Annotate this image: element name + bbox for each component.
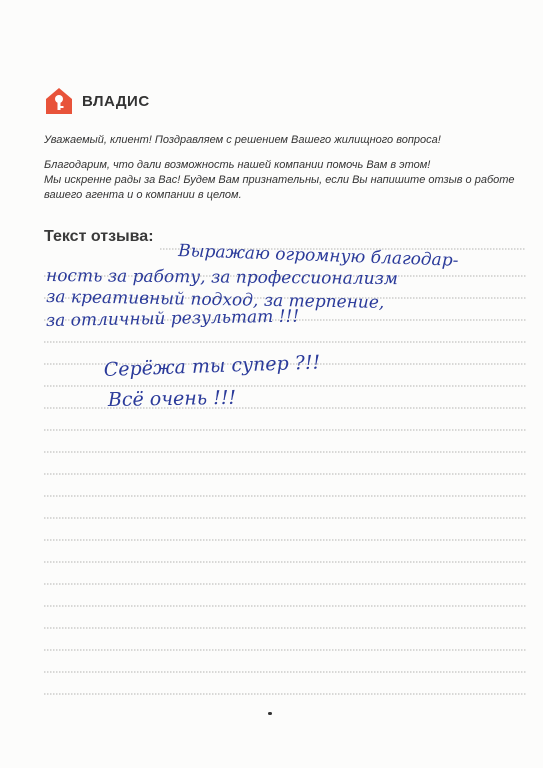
handwritten-line-3: за креативный подход, за терпение, xyxy=(45,287,385,313)
request-line-3: вашего агента и о компании в целом. xyxy=(44,189,242,201)
greeting-line: Уважаемый, клиент! Поздравляем с решением Вашего жилищного вопроса! xyxy=(44,134,441,146)
request-line-2: Мы искренне рады за Вас! Будем Вам признательны, если Вы напишите отзыв о работе xyxy=(44,174,515,186)
handwritten-line-4: за отличный результат !!! xyxy=(45,306,300,331)
handwritten-line-5: Серёжа ты супер ?!! xyxy=(103,351,321,381)
handwritten-line-6: Всё очень !!! xyxy=(107,386,237,411)
scan-mark xyxy=(268,712,272,715)
review-label: Текст отзыва: xyxy=(44,228,154,245)
request-line-1: Благодарим, что дали возможность нашей компании помочь Вам в этом! xyxy=(44,159,431,171)
company-name: ВЛАДИС xyxy=(82,92,150,110)
handwritten-line-2: ность за работу, за профессионализм xyxy=(45,266,399,290)
handwritten-line-1: Выражаю огромную благодар- xyxy=(177,241,459,271)
